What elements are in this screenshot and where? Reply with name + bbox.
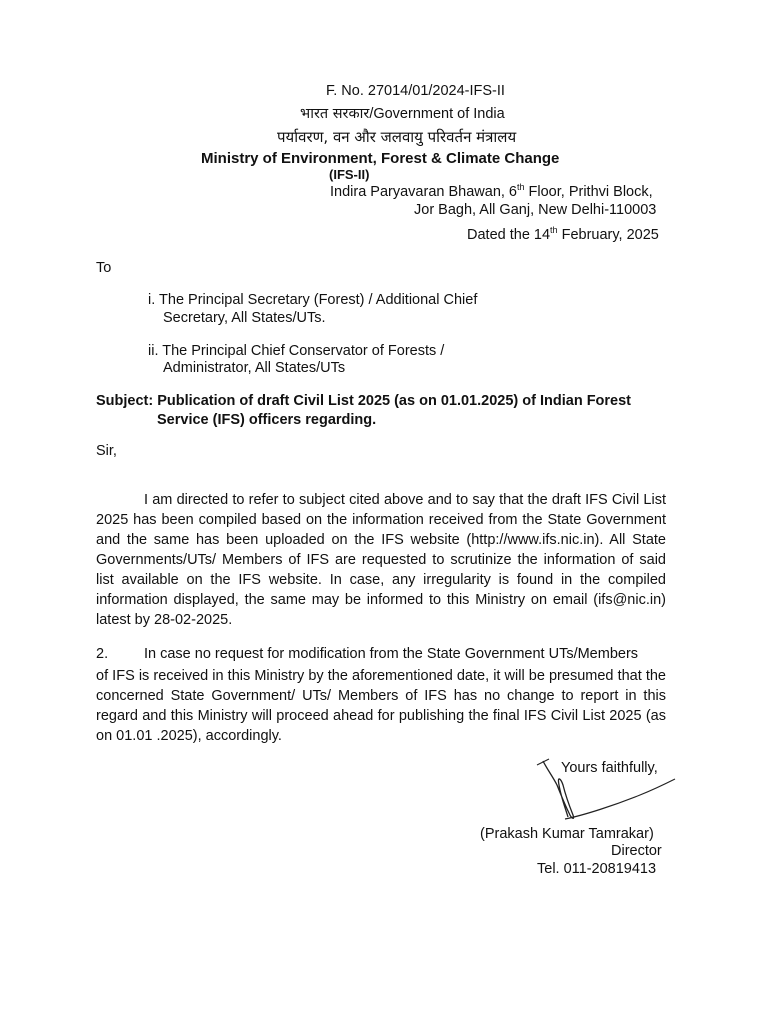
signatory-designation: Director [611, 843, 662, 859]
division-label: (IFS-II) [329, 167, 370, 182]
paragraph-1: I am directed to refer to subject cited above and to say that the draft IFS Civil List 2025 has been compiled based on the information received from the State Government and the same has been uploaded on the IFS website (http://www.ifs.nic.in). All State Governments/UTs/ Members of IFS are requested to scrutinize the information of said list available on the IFS website. In case, any irregularity is found in the compiled information displayed, the same may be informed to this Ministry on email (ifs@nic.in) latest by 28-02-2025. [96, 492, 666, 628]
closing-yours-faithfully: Yours faithfully, [561, 760, 658, 776]
government-hindi: भारत सरकार [300, 106, 370, 122]
ministry-hindi: पर्यावरण, वन और जलवायु परिवर्तन मंत्रालय [277, 128, 517, 146]
subject-line-1: Subject: Publication of draft Civil List 2025 (as on 01.01.2025) of Indian Forest [96, 393, 632, 409]
address-line-1: Indira Paryavaran Bhawan, 6th Floor, Prithvi Block, [330, 182, 653, 200]
signature-image [535, 755, 680, 835]
letter-date: Dated the 14th February, 2025 [467, 225, 659, 243]
file-number: F. No. 27014/01/2024-IFS-II [326, 83, 505, 99]
signatory-name: (Prakash Kumar Tamrakar) [480, 826, 654, 842]
paragraph-2-line-1: In case no request for modification from the State Government UTs/Members [144, 646, 639, 662]
ministry-english: Ministry of Environment, Forest & Climate Change [201, 150, 560, 167]
paragraph-2-number: 2. [96, 646, 109, 662]
to-label: To [96, 260, 112, 276]
salutation: Sir, [96, 443, 117, 459]
address-line-2: Jor Bagh, All Ganj, New Delhi-110003 [414, 202, 657, 218]
paragraph-2-body: of IFS is received in this Ministry by the aforementioned date, it will be presumed that the concerned State Government/ UTs/ Members of IFS has no change to report in this regard and this Ministry will proceed ahead for publishing the final IFS Civil List 2025 (as on 01.01 .2025), accordingly. [96, 668, 666, 744]
addressee-2-line-1: ii. The Principal Chief Conservator of Forests / [148, 343, 445, 359]
signatory-telephone: Tel. 011-20819413 [537, 861, 657, 877]
government-line [300, 103, 505, 123]
addressee-1-line-2: Secretary, All States/UTs. [163, 310, 326, 326]
addressee-2-line-2: Administrator, All States/UTs [163, 360, 346, 376]
government-english: /Government of India [369, 106, 505, 122]
addressee-1-line-1: i. The Principal Secretary (Forest) / Additional Chief [148, 292, 478, 308]
subject-line-2: Service (IFS) officers regarding. [157, 412, 377, 428]
